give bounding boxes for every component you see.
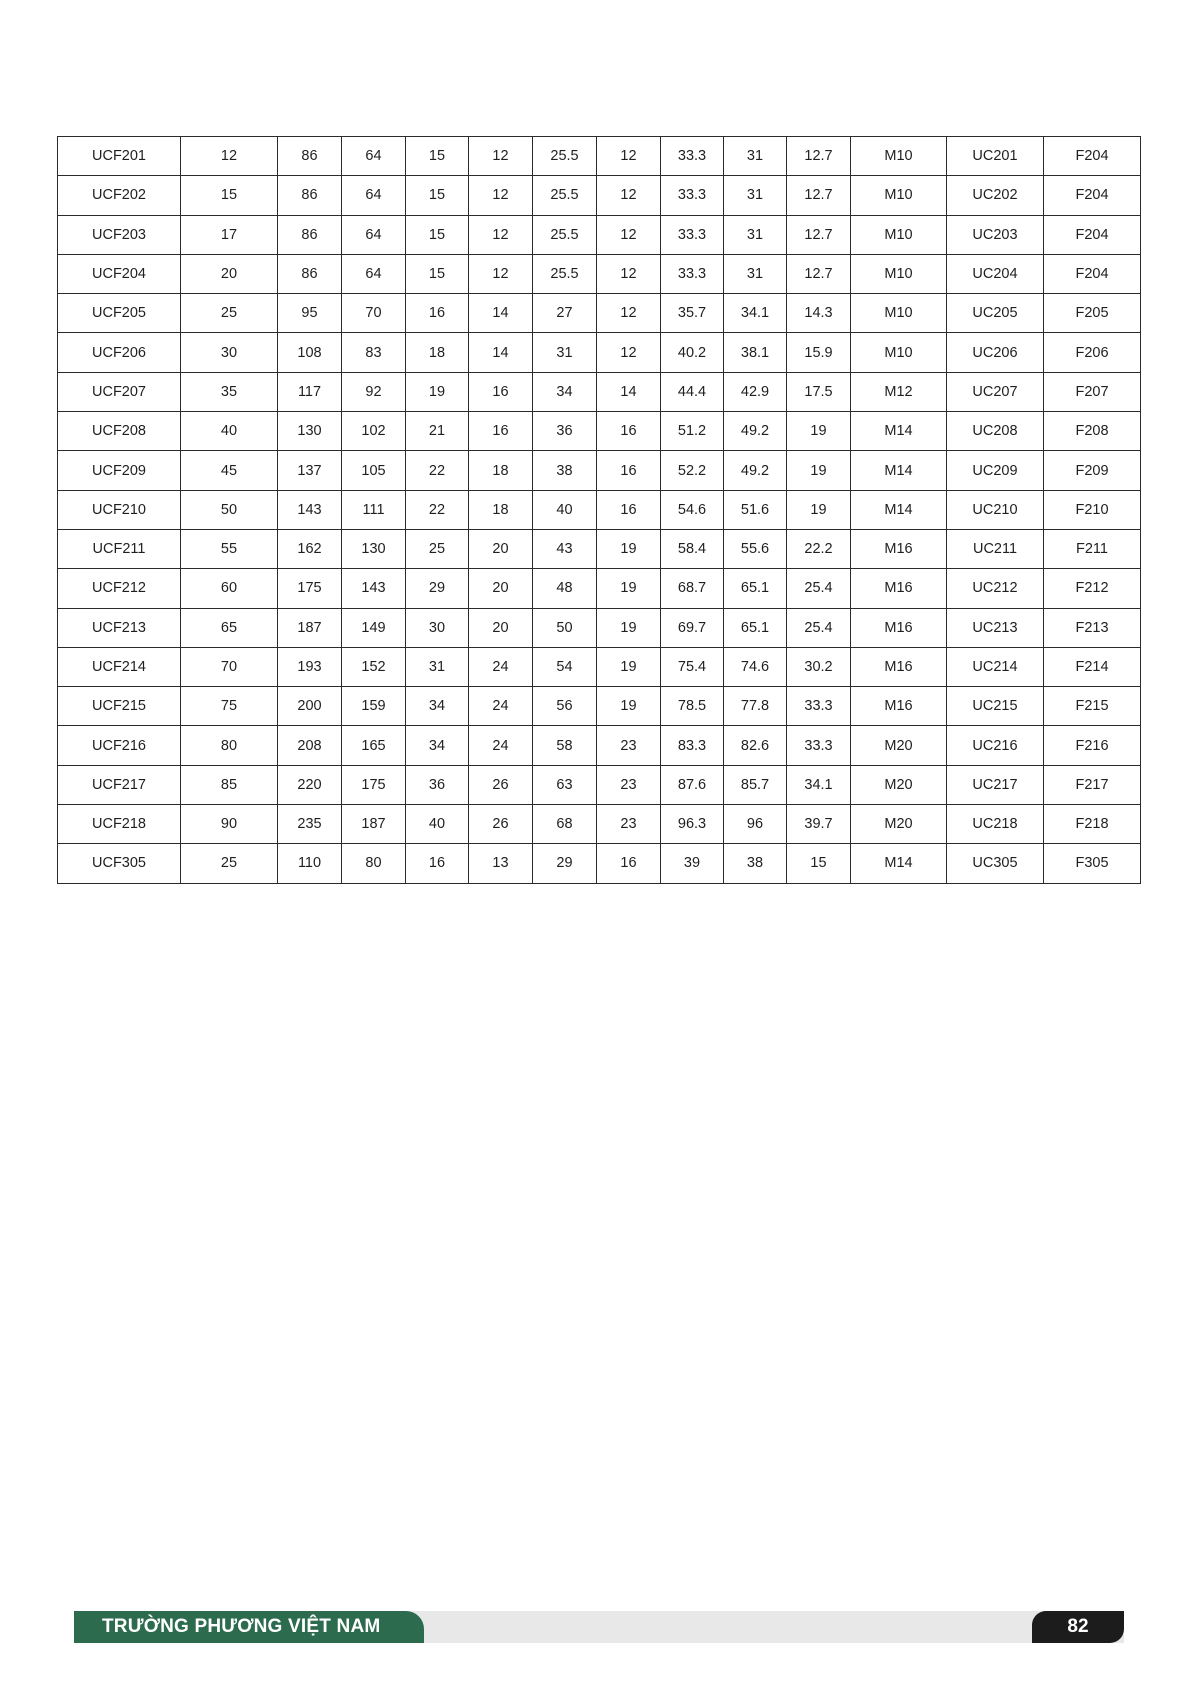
table-cell: 96.3 xyxy=(661,805,724,844)
table-cell: 15 xyxy=(406,137,469,176)
table-cell: UC217 xyxy=(947,765,1044,804)
page-number: 82 xyxy=(1032,1611,1124,1643)
table-cell: 18 xyxy=(406,333,469,372)
table-cell: 56 xyxy=(533,687,597,726)
table-cell: M10 xyxy=(851,215,947,254)
table-cell: 33.3 xyxy=(661,215,724,254)
table-cell: 25 xyxy=(181,294,278,333)
table-cell: 12.7 xyxy=(787,215,851,254)
table-cell: 152 xyxy=(342,647,406,686)
table-cell: 42.9 xyxy=(724,372,787,411)
model-cell: UCF206 xyxy=(58,333,181,372)
table-cell: F217 xyxy=(1044,765,1141,804)
table-cell: 55 xyxy=(181,529,278,568)
model-cell: UCF212 xyxy=(58,569,181,608)
model-cell: UCF217 xyxy=(58,765,181,804)
table-cell: 12 xyxy=(597,333,661,372)
bearing-spec-table xyxy=(57,136,1141,884)
table-cell: 111 xyxy=(342,490,406,529)
table-cell: 33.3 xyxy=(787,687,851,726)
table-cell: 30 xyxy=(406,608,469,647)
table-cell: 38 xyxy=(533,451,597,490)
model-cell: UCF203 xyxy=(58,215,181,254)
table-cell: 86 xyxy=(278,176,342,215)
table-row xyxy=(58,294,1141,333)
table-cell: 80 xyxy=(342,844,406,883)
table-cell: 55.6 xyxy=(724,529,787,568)
page-footer xyxy=(74,1611,1124,1643)
table-cell: 24 xyxy=(469,726,533,765)
table-cell: 137 xyxy=(278,451,342,490)
table-cell: F215 xyxy=(1044,687,1141,726)
table-cell: 31 xyxy=(724,137,787,176)
table-cell: 12 xyxy=(469,215,533,254)
table-cell: 25.5 xyxy=(533,254,597,293)
table-cell: M20 xyxy=(851,765,947,804)
table-row xyxy=(58,726,1141,765)
table-cell: F218 xyxy=(1044,805,1141,844)
table-cell: UC202 xyxy=(947,176,1044,215)
table-cell: 21 xyxy=(406,412,469,451)
table-cell: 86 xyxy=(278,137,342,176)
table-cell: M20 xyxy=(851,726,947,765)
table-cell: 143 xyxy=(342,569,406,608)
table-cell: UC204 xyxy=(947,254,1044,293)
table-cell: 40 xyxy=(406,805,469,844)
table-cell: 117 xyxy=(278,372,342,411)
table-row xyxy=(58,608,1141,647)
table-cell: 149 xyxy=(342,608,406,647)
table-cell: 19 xyxy=(597,529,661,568)
table-cell: 18 xyxy=(469,451,533,490)
table-row xyxy=(58,647,1141,686)
table-cell: 20 xyxy=(181,254,278,293)
table-cell: F213 xyxy=(1044,608,1141,647)
table-cell: M16 xyxy=(851,529,947,568)
table-cell: UC206 xyxy=(947,333,1044,372)
table-cell: 13 xyxy=(469,844,533,883)
table-cell: 39.7 xyxy=(787,805,851,844)
table-cell: 162 xyxy=(278,529,342,568)
table-cell: 25.4 xyxy=(787,608,851,647)
table-cell: 25 xyxy=(181,844,278,883)
table-cell: 187 xyxy=(342,805,406,844)
table-cell: F206 xyxy=(1044,333,1141,372)
table-cell: 200 xyxy=(278,687,342,726)
model-cell: UCF201 xyxy=(58,137,181,176)
table-cell: 36 xyxy=(533,412,597,451)
table-cell: 83.3 xyxy=(661,726,724,765)
model-cell: UCF214 xyxy=(58,647,181,686)
table-cell: M14 xyxy=(851,490,947,529)
table-cell: 26 xyxy=(469,765,533,804)
table-cell: 25.5 xyxy=(533,176,597,215)
table-cell: 34 xyxy=(406,687,469,726)
table-cell: 16 xyxy=(469,412,533,451)
table-cell: F207 xyxy=(1044,372,1141,411)
table-cell: 220 xyxy=(278,765,342,804)
table-cell: 36 xyxy=(406,765,469,804)
table-cell: 12 xyxy=(597,176,661,215)
table-cell: 19 xyxy=(597,569,661,608)
table-cell: 34 xyxy=(533,372,597,411)
table-cell: 77.8 xyxy=(724,687,787,726)
table-cell: 12 xyxy=(469,137,533,176)
table-cell: UC211 xyxy=(947,529,1044,568)
table-cell: 87.6 xyxy=(661,765,724,804)
table-cell: 39 xyxy=(661,844,724,883)
model-cell: UCF216 xyxy=(58,726,181,765)
table-cell: 82.6 xyxy=(724,726,787,765)
table-cell: 17.5 xyxy=(787,372,851,411)
table-row xyxy=(58,687,1141,726)
table-cell: F209 xyxy=(1044,451,1141,490)
table-cell: 16 xyxy=(597,412,661,451)
table-cell: 12 xyxy=(469,254,533,293)
table-cell: 31 xyxy=(724,254,787,293)
table-row xyxy=(58,765,1141,804)
table-cell: M14 xyxy=(851,412,947,451)
table-cell: 34.1 xyxy=(724,294,787,333)
table-cell: UC305 xyxy=(947,844,1044,883)
table-cell: 92 xyxy=(342,372,406,411)
table-cell: 208 xyxy=(278,726,342,765)
table-cell: 64 xyxy=(342,254,406,293)
table-cell: 159 xyxy=(342,687,406,726)
table-cell: 29 xyxy=(406,569,469,608)
table-cell: 19 xyxy=(787,490,851,529)
table-cell: 19 xyxy=(787,451,851,490)
table-cell: 105 xyxy=(342,451,406,490)
table-cell: UC213 xyxy=(947,608,1044,647)
table-cell: 35 xyxy=(181,372,278,411)
table-cell: F211 xyxy=(1044,529,1141,568)
table-cell: 54.6 xyxy=(661,490,724,529)
table-cell: 96 xyxy=(724,805,787,844)
table-cell: F210 xyxy=(1044,490,1141,529)
table-cell: 65.1 xyxy=(724,569,787,608)
model-cell: UCF204 xyxy=(58,254,181,293)
table-cell: UC203 xyxy=(947,215,1044,254)
table-cell: 38 xyxy=(724,844,787,883)
table-cell: 60 xyxy=(181,569,278,608)
table-row xyxy=(58,137,1141,176)
table-cell: 15 xyxy=(406,215,469,254)
table-cell: 143 xyxy=(278,490,342,529)
table-cell: 14 xyxy=(469,294,533,333)
table-cell: 165 xyxy=(342,726,406,765)
table-cell: 102 xyxy=(342,412,406,451)
table-cell: 70 xyxy=(181,647,278,686)
table-cell: M10 xyxy=(851,333,947,372)
table-cell: 50 xyxy=(181,490,278,529)
table-cell: 65.1 xyxy=(724,608,787,647)
table-cell: 33.3 xyxy=(787,726,851,765)
footer-brand-name: TRƯỜNG PHƯƠNG VIỆT NAM xyxy=(74,1611,424,1643)
table-cell: UC201 xyxy=(947,137,1044,176)
table-row xyxy=(58,412,1141,451)
table-row xyxy=(58,529,1141,568)
table-cell: 16 xyxy=(597,490,661,529)
table-cell: M14 xyxy=(851,844,947,883)
table-cell: 40 xyxy=(181,412,278,451)
table-cell: M12 xyxy=(851,372,947,411)
model-cell: UCF208 xyxy=(58,412,181,451)
table-cell: 64 xyxy=(342,176,406,215)
table-cell: 130 xyxy=(278,412,342,451)
table-cell: 78.5 xyxy=(661,687,724,726)
table-cell: 12.7 xyxy=(787,176,851,215)
table-cell: 12 xyxy=(469,176,533,215)
table-cell: F208 xyxy=(1044,412,1141,451)
table-cell: 90 xyxy=(181,805,278,844)
table-cell: 69.7 xyxy=(661,608,724,647)
table-row xyxy=(58,215,1141,254)
model-cell: UCF205 xyxy=(58,294,181,333)
table-cell: 12 xyxy=(597,215,661,254)
table-cell: 22 xyxy=(406,451,469,490)
table-cell: F214 xyxy=(1044,647,1141,686)
table-cell: 85.7 xyxy=(724,765,787,804)
table-cell: 19 xyxy=(406,372,469,411)
table-cell: 33.3 xyxy=(661,176,724,215)
table-cell: 17 xyxy=(181,215,278,254)
table-cell: 14 xyxy=(469,333,533,372)
table-cell: 19 xyxy=(787,412,851,451)
table-cell: 31 xyxy=(533,333,597,372)
table-cell: M16 xyxy=(851,569,947,608)
table-cell: 49.2 xyxy=(724,412,787,451)
table-cell: 86 xyxy=(278,254,342,293)
model-cell: UCF210 xyxy=(58,490,181,529)
table-cell: 33.3 xyxy=(661,254,724,293)
table-cell: 22 xyxy=(406,490,469,529)
table-cell: 34.1 xyxy=(787,765,851,804)
table-cell: 16 xyxy=(469,372,533,411)
table-body xyxy=(58,137,1141,884)
table-cell: 68 xyxy=(533,805,597,844)
table-cell: F204 xyxy=(1044,137,1141,176)
model-cell: UCF211 xyxy=(58,529,181,568)
table-cell: 15 xyxy=(406,176,469,215)
table-cell: 15 xyxy=(181,176,278,215)
table-cell: 38.1 xyxy=(724,333,787,372)
table-cell: 130 xyxy=(342,529,406,568)
table-cell: 12.7 xyxy=(787,137,851,176)
table-cell: 108 xyxy=(278,333,342,372)
table-row xyxy=(58,372,1141,411)
table-cell: UC207 xyxy=(947,372,1044,411)
table-cell: UC210 xyxy=(947,490,1044,529)
table-cell: 175 xyxy=(342,765,406,804)
table-cell: 80 xyxy=(181,726,278,765)
table-row xyxy=(58,333,1141,372)
table-cell: 65 xyxy=(181,608,278,647)
table-cell: 86 xyxy=(278,215,342,254)
table-row xyxy=(58,844,1141,883)
table-cell: 52.2 xyxy=(661,451,724,490)
table-cell: 16 xyxy=(406,294,469,333)
table-cell: 58.4 xyxy=(661,529,724,568)
table-row xyxy=(58,176,1141,215)
table-cell: 16 xyxy=(597,451,661,490)
table-cell: UC218 xyxy=(947,805,1044,844)
table-cell: UC214 xyxy=(947,647,1044,686)
table-cell: 193 xyxy=(278,647,342,686)
table-cell: 40.2 xyxy=(661,333,724,372)
table-cell: UC208 xyxy=(947,412,1044,451)
table-cell: 44.4 xyxy=(661,372,724,411)
table-cell: 31 xyxy=(406,647,469,686)
table-cell: M16 xyxy=(851,687,947,726)
table-row xyxy=(58,254,1141,293)
table-cell: F212 xyxy=(1044,569,1141,608)
table-cell: 29 xyxy=(533,844,597,883)
table-cell: 19 xyxy=(597,647,661,686)
table-cell: 68.7 xyxy=(661,569,724,608)
table-cell: F204 xyxy=(1044,215,1141,254)
table-cell: 25.5 xyxy=(533,215,597,254)
table-cell: UC209 xyxy=(947,451,1044,490)
table-cell: 110 xyxy=(278,844,342,883)
table-cell: 14 xyxy=(597,372,661,411)
table-cell: 83 xyxy=(342,333,406,372)
table-cell: 12.7 xyxy=(787,254,851,293)
table-cell: 12 xyxy=(597,254,661,293)
table-cell: 235 xyxy=(278,805,342,844)
table-cell: 51.6 xyxy=(724,490,787,529)
table-cell: F204 xyxy=(1044,254,1141,293)
table-row xyxy=(58,569,1141,608)
table-cell: 16 xyxy=(597,844,661,883)
table-cell: F204 xyxy=(1044,176,1141,215)
table-cell: UC215 xyxy=(947,687,1044,726)
table-cell: F305 xyxy=(1044,844,1141,883)
model-cell: UCF305 xyxy=(58,844,181,883)
table-cell: M10 xyxy=(851,254,947,293)
table-cell: 18 xyxy=(469,490,533,529)
table-cell: 25.5 xyxy=(533,137,597,176)
table-cell: 19 xyxy=(597,687,661,726)
table-cell: F205 xyxy=(1044,294,1141,333)
model-cell: UCF213 xyxy=(58,608,181,647)
table-cell: 16 xyxy=(406,844,469,883)
table-cell: UC216 xyxy=(947,726,1044,765)
table-cell: M20 xyxy=(851,805,947,844)
table-cell: 33.3 xyxy=(661,137,724,176)
table-cell: 23 xyxy=(597,765,661,804)
table-cell: M10 xyxy=(851,137,947,176)
table-cell: 25.4 xyxy=(787,569,851,608)
table-cell: 63 xyxy=(533,765,597,804)
table-cell: 54 xyxy=(533,647,597,686)
table-cell: 31 xyxy=(724,176,787,215)
table-cell: 35.7 xyxy=(661,294,724,333)
table-cell: UC205 xyxy=(947,294,1044,333)
table-cell: 95 xyxy=(278,294,342,333)
table-cell: 85 xyxy=(181,765,278,804)
table-row xyxy=(58,490,1141,529)
table-cell: UC212 xyxy=(947,569,1044,608)
table-cell: M16 xyxy=(851,647,947,686)
table-cell: F216 xyxy=(1044,726,1141,765)
table-cell: 48 xyxy=(533,569,597,608)
table-cell: M14 xyxy=(851,451,947,490)
table-cell: 34 xyxy=(406,726,469,765)
table-cell: 15.9 xyxy=(787,333,851,372)
table-cell: 64 xyxy=(342,137,406,176)
table-cell: 50 xyxy=(533,608,597,647)
table-cell: 23 xyxy=(597,805,661,844)
table-cell: 75 xyxy=(181,687,278,726)
table-cell: 74.6 xyxy=(724,647,787,686)
table-cell: 25 xyxy=(406,529,469,568)
table-cell: 24 xyxy=(469,687,533,726)
table-row xyxy=(58,451,1141,490)
table-cell: 31 xyxy=(724,215,787,254)
table-cell: 49.2 xyxy=(724,451,787,490)
model-cell: UCF207 xyxy=(58,372,181,411)
table-cell: 20 xyxy=(469,529,533,568)
table-cell: 75.4 xyxy=(661,647,724,686)
table-cell: 12 xyxy=(181,137,278,176)
table-cell: 51.2 xyxy=(661,412,724,451)
table-cell: 12 xyxy=(597,294,661,333)
model-cell: UCF209 xyxy=(58,451,181,490)
table-cell: 58 xyxy=(533,726,597,765)
table-cell: 187 xyxy=(278,608,342,647)
table-cell: 23 xyxy=(597,726,661,765)
table-cell: 30.2 xyxy=(787,647,851,686)
table-cell: 24 xyxy=(469,647,533,686)
table-cell: 26 xyxy=(469,805,533,844)
table-cell: 19 xyxy=(597,608,661,647)
table-cell: 22.2 xyxy=(787,529,851,568)
model-cell: UCF202 xyxy=(58,176,181,215)
table-cell: 12 xyxy=(597,137,661,176)
table-cell: 15 xyxy=(406,254,469,293)
table-cell: 14.3 xyxy=(787,294,851,333)
model-cell: UCF215 xyxy=(58,687,181,726)
table-cell: M10 xyxy=(851,294,947,333)
table-cell: M16 xyxy=(851,608,947,647)
table-cell: 20 xyxy=(469,608,533,647)
table-cell: 20 xyxy=(469,569,533,608)
table-cell: M10 xyxy=(851,176,947,215)
model-cell: UCF218 xyxy=(58,805,181,844)
table-cell: 175 xyxy=(278,569,342,608)
table-cell: 30 xyxy=(181,333,278,372)
table-row xyxy=(58,805,1141,844)
table-cell: 70 xyxy=(342,294,406,333)
table-cell: 64 xyxy=(342,215,406,254)
table-cell: 27 xyxy=(533,294,597,333)
table-cell: 15 xyxy=(787,844,851,883)
table-cell: 45 xyxy=(181,451,278,490)
table-cell: 43 xyxy=(533,529,597,568)
table-cell: 40 xyxy=(533,490,597,529)
